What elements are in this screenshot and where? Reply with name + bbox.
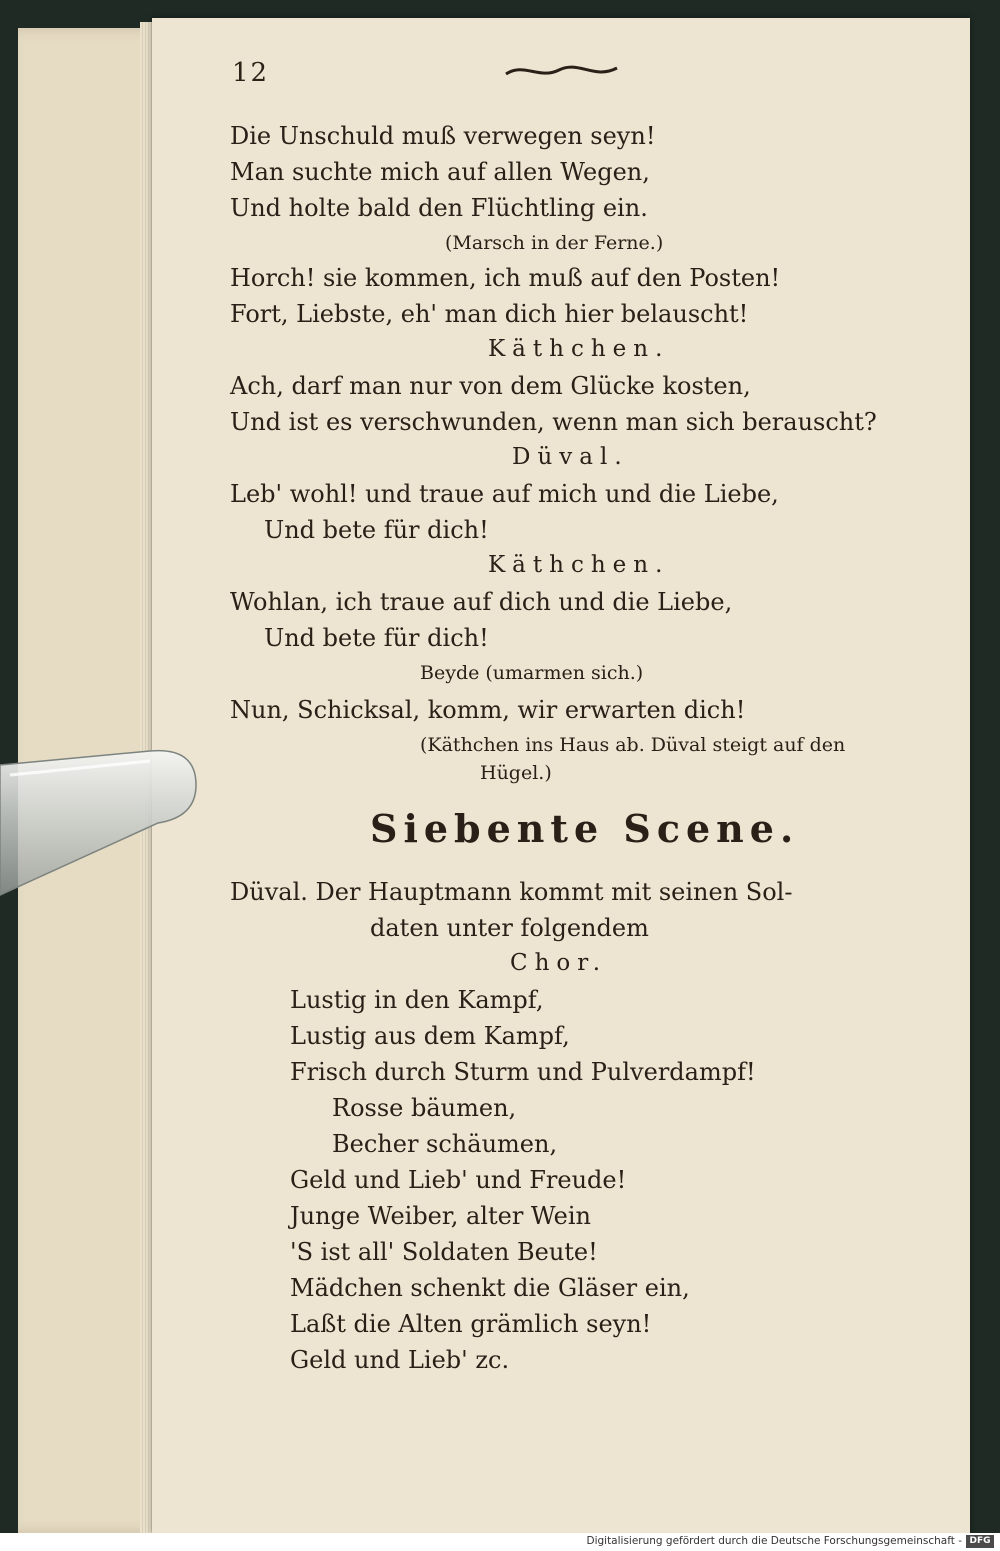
verse-line: Geld und Lieb' zc. (290, 1346, 510, 1374)
scene-heading: Siebente Scene. (370, 806, 800, 851)
verse-line: 'S ist all' Soldaten Beute! (290, 1238, 598, 1266)
stage-direction: Beyde (umarmen sich.) (420, 662, 644, 684)
verse-line: Düval. Der Hauptmann kommt mit seinen Sol- (230, 878, 793, 906)
verse-line: Leb' wohl! und traue auf mich und die Liebe, (230, 480, 779, 508)
book-page (152, 18, 970, 1533)
verse-line: Nun, Schicksal, komm, wir erwarten dich! (230, 696, 746, 724)
stage-direction: (Marsch in der Ferne.) (445, 232, 664, 254)
glass-page-weight (0, 745, 198, 915)
verse-line: daten unter folgendem (370, 914, 649, 942)
verse-line: Und bete für dich! (264, 624, 489, 652)
verse-line: Und holte bald den Flüchtling ein. (230, 194, 648, 222)
verse-line: Lustig aus dem Kampf, (290, 1022, 570, 1050)
verse-line: Junge Weiber, alter Wein (290, 1202, 591, 1230)
verse-line: Ach, darf man nur von dem Glücke kosten, (230, 372, 751, 400)
verse-line: Man suchte mich auf allen Wegen, (230, 158, 650, 186)
verse-line: Lustig in den Kampf, (290, 986, 544, 1014)
page-number: 12 (232, 58, 270, 88)
verse-line: Fort, Liebste, eh' man dich hier belauscht! (230, 300, 749, 328)
verse-line: Wohlan, ich traue auf dich und die Liebe, (230, 588, 733, 616)
verse-line: Und ist es verschwunden, wenn man sich berauscht? (230, 408, 877, 436)
speaker-name: Käthchen. (488, 552, 670, 578)
verse-line: Becher schäumen, (332, 1130, 558, 1158)
footer-bar (0, 1533, 1000, 1551)
stage-direction: Hügel.) (480, 762, 552, 784)
stage-direction: (Käthchen ins Haus ab. Düval steigt auf den (420, 734, 846, 756)
verse-line: Rosse bäumen, (332, 1094, 517, 1122)
verse-line: Die Unschuld muß verwegen seyn! (230, 122, 656, 150)
verse-line: Und bete für dich! (264, 516, 489, 544)
speaker-name: Chor. (510, 950, 608, 976)
verse-line: Frisch durch Sturm und Pulverdampf! (290, 1058, 756, 1086)
header-ornament (504, 56, 619, 86)
dfg-logo: DFG (966, 1535, 994, 1548)
verse-line: Laßt die Alten grämlich seyn! (290, 1310, 652, 1338)
verse-line: Horch! sie kommen, ich muß auf den Posten! (230, 264, 781, 292)
speaker-name: Düval. (512, 444, 629, 470)
speaker-name: Käthchen. (488, 336, 670, 362)
verse-line: Geld und Lieb' und Freude! (290, 1166, 627, 1194)
verse-line: Mädchen schenkt die Gläser ein, (290, 1274, 690, 1302)
funding-credit: Digitalisierung gefördert durch die Deutsche Forschungsgemeinschaft - (586, 1535, 962, 1547)
